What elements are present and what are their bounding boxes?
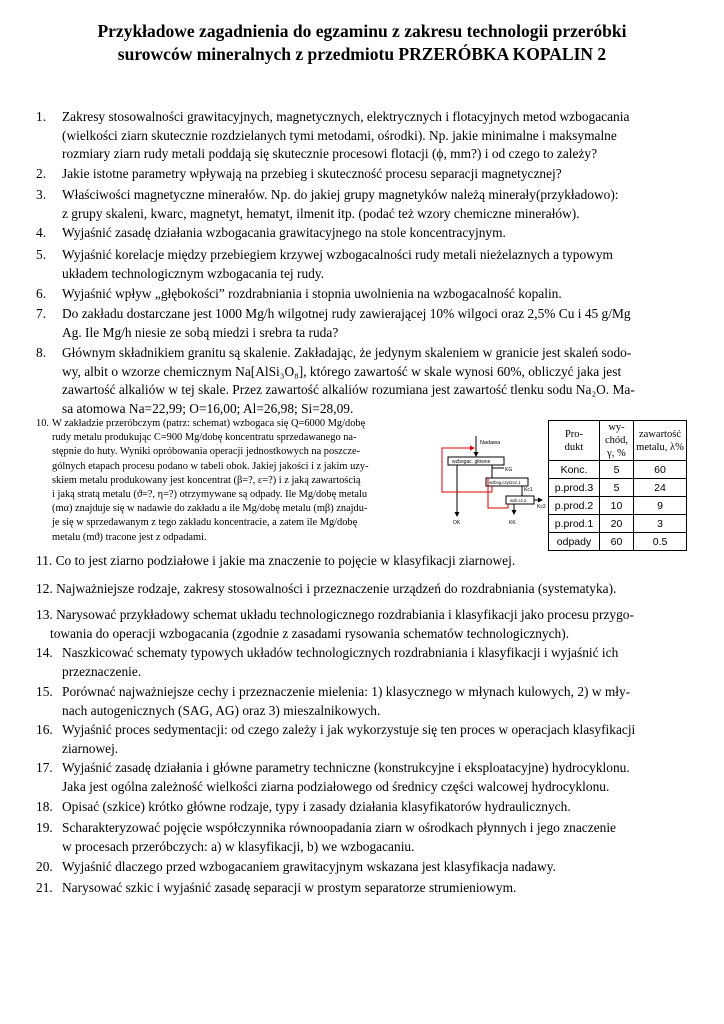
table-cell: 5 <box>600 479 634 497</box>
question-text-line: z grupy skaleni, kwarc, magnetyt, hematyt, ilmenit itp. (podać też wzory chemiczne minerałów). <box>62 205 580 221</box>
table-cell: 24 <box>634 479 687 497</box>
question-text-line: Wyjaśnić korelacje między przebiegiem krzywej wzbogacalności rudy metali nieżelaznych a typowym <box>62 247 613 262</box>
question-text-line: Jaka jest ogólna zależność wielkości ziarna podziałowego od średnicy części walcowej hydrocyklonu. <box>62 778 610 794</box>
table-cell: 60 <box>600 533 634 551</box>
question-text-line: Ag. Ile Mg/h niesie ze sobą miedzi i srebra ta ruda? <box>62 324 339 340</box>
question-text-line: i jaką stratą metalu (ϑ=?, η=?) otrzymywane są odpady. Ile Mg/dobę metalu <box>52 489 368 501</box>
question-number: 13. <box>36 607 53 622</box>
table-cell: p.prod.3 <box>549 479 600 497</box>
question-text-line: gólnych etapach procesu podano w tabeli obok. Jakiej jakości i z jakim uzy- <box>52 460 369 472</box>
question-text-line: Opisać (szkice) krótko główne rodzaje, typy i zasady działania klasyfikatorów hydraulicznych. <box>62 799 571 814</box>
question-17 <box>36 759 686 796</box>
question-3 <box>36 186 686 223</box>
question-8 <box>36 344 686 418</box>
question-text-line: W zakładzie przeróbczym (patrz: schemat) wzbogaca się Q=6000 Mg/dobę <box>52 418 366 429</box>
table-row <box>549 497 687 515</box>
question-number: 1. <box>36 109 47 124</box>
table-row <box>549 533 687 551</box>
question-text-line: skiem metalu produkowany jest koncentrat (β=?, ε=?) i z jaką zawartością <box>52 474 361 486</box>
title-line-1: Przykładowe zagadnienia do egzaminu z zakresu technologii przeróbki <box>97 21 627 41</box>
question-text-line: Do zakładu dostarczane jest 1000 Mg/h wilgotnej rudy zawierającej 10% wilgoci oraz 2,5% Cu i 45 g/Mg <box>62 306 631 321</box>
question-text-line: Wyjaśnić dlaczego przed wzbogacaniem grawitacyjnym wskazana jest klasyfikacja nadawy. <box>62 859 556 874</box>
kg-label: KG <box>505 467 513 473</box>
question-text-line: wy, albit o wzorze chemicznym Na[AlSi₃O₈], którego zawartość w skale wynosi 60%, obliczyć jaka jest <box>62 363 622 379</box>
question-21 <box>36 879 686 898</box>
question-text-line: sa atomowa Na=22,99; O=16,00; Al=26,98; Si=28,09. <box>62 400 354 416</box>
question-text-line: rozmiary ziarn rudy metali poddają się skutecznie procesowi flotacji (ϕ, mm?) i od czego to zależy? <box>62 146 598 162</box>
question-number: 4. <box>36 225 47 240</box>
table-row <box>549 479 687 497</box>
question-text-line: Wyjaśnić proces sedymentacji: od czego zależy i jak wykorzystuje się ten proces w operacjach klasyfikacji <box>62 722 636 737</box>
table-cell: 9 <box>634 497 687 515</box>
question-1 <box>36 108 686 164</box>
page-title <box>40 20 684 66</box>
question-15 <box>36 683 686 720</box>
table-cell: 5 <box>600 461 634 479</box>
question-text-line: Scharakteryzować pojęcie współczynnika równoopadania ziarn w ośrodkach płynnych i jego znaczenie <box>62 820 616 835</box>
question-7 <box>36 305 686 342</box>
table-row <box>549 515 687 533</box>
question-text-line: Najważniejsze rodzaje, zakresy stosowalności i przeznaczenie urządzeń do rozdrabniania (systematyka). <box>56 581 617 596</box>
question-12 <box>36 580 696 599</box>
title-line-2: surowców mineralnych z przedmiotu PRZERÓBKA KOPALIN 2 <box>117 44 607 64</box>
question-number: 6. <box>36 286 47 301</box>
table-header: zawartość metalu, λ% <box>634 421 687 461</box>
question-text-line: metalu (mϑ) tracone jest z odpadami. <box>52 531 207 543</box>
question-number: 5. <box>36 247 47 262</box>
question-text-line: Narysować szkic i wyjaśnić zasadę separacji w prostym separatorze strumieniowym. <box>62 880 517 895</box>
question-text-line: Narysować przykładowy schemat układu technologicznego rozdrabiania i klasyfikacji jako procesu przygo- <box>56 607 634 622</box>
question-number: 3. <box>36 187 47 202</box>
question-text-line: przeznaczenie. <box>62 663 142 679</box>
question-5 <box>36 246 686 283</box>
question-6 <box>36 285 686 304</box>
question-text-line: towania do operacji wzbogacania (zgodnie z zasadami rysowania schematów technologicznych). <box>50 625 570 641</box>
question-text-line: (mα) znajduje się w nadawie do zakładu a ile Mg/dobę metalu (mβ) znajdu- <box>52 503 368 515</box>
question-number: 18. <box>36 799 53 814</box>
table-cell: p.prod.1 <box>549 515 600 533</box>
question-19 <box>36 819 686 856</box>
ok-label: OK <box>453 520 461 526</box>
question-number: 17. <box>36 760 53 775</box>
question-text-line: Jakie istotne parametry wpływają na przebieg i skuteczność procesu separacji magnetycznej? <box>62 166 562 181</box>
question-13 <box>36 606 696 643</box>
table-header: wy- chód, γ, % <box>600 421 634 461</box>
feed-label: Nadawa <box>480 440 501 446</box>
question-text-line: stępnie do huty. Wyniki opróbowania operacji jednostkowych na poszcze- <box>52 446 361 458</box>
question-text-line: Wyjaśnić zasadę działania wzbogacania grawitacyjnego na stole koncentracyjnym. <box>62 225 506 240</box>
question-18 <box>36 798 686 817</box>
question-10 <box>36 417 428 545</box>
question-text-line: Wyjaśnić zasadę działania i główne parametry techniczne (konstrukcyjne i eksploatacyjne) hydrocyklonu. <box>62 760 630 775</box>
table-cell: 3 <box>634 515 687 533</box>
question-text-line: Głównym składnikiem granitu są skalenie. Zakładając, że jedynym skaleniem w granicie jest skaleń sodo- <box>62 345 632 360</box>
question-number: 10. <box>36 418 49 429</box>
table-cell: odpady <box>549 533 600 551</box>
table-row <box>549 461 687 479</box>
question-number: 12. <box>36 581 53 596</box>
question-2 <box>36 165 686 184</box>
stage-2-label: wzbog.czyszcz.1 <box>489 480 521 485</box>
question-text-line: Co to jest ziarno podziałowe i jakie ma znaczenie to pojęcie w klasyfikacji ziarnowej. <box>55 553 516 568</box>
question-16 <box>36 721 686 758</box>
question-11 <box>36 552 696 571</box>
question-text-line: (wielkości ziarn skutecznie rozdzielanych tymi metodami, ośrodki). Np. jakie minimalne i maksymalne <box>62 127 617 143</box>
table-cell: p.prod.2 <box>549 497 600 515</box>
question-14 <box>36 644 686 681</box>
question-20 <box>36 858 686 877</box>
stage-3-label: wzb.cz.2 <box>510 498 527 503</box>
question-number: 11. <box>36 553 53 568</box>
table-header: Pro- dukt <box>549 421 600 461</box>
question-text-line: Porównać najważniejsze cechy i przeznaczenie mielenia: 1) klasycznego w młynach kulowych, 2) w mły- <box>62 684 631 699</box>
product-table <box>548 420 687 551</box>
question-text-line: rudy metalu produkując C=900 Mg/dobę koncentratu sprzedawanego na- <box>52 432 357 444</box>
question-number: 19. <box>36 820 53 835</box>
question-number: 21. <box>36 880 53 895</box>
question-text-line: Właściwości magnetyczne minerałów. Np. do jakiej grupy magnetyków należą minerały(przykładowo): <box>62 187 619 202</box>
question-text-line: Zakresy stosowalności grawitacyjnych, magnetycznych, elektrycznych i flotacyjnych metod wzbogacania <box>62 109 630 124</box>
question-text-line: nach autogenicznych (SAG, AG) oraz 3) mieszalnikowych. <box>62 702 381 718</box>
question-number: 20. <box>36 859 53 874</box>
table-cell: 20 <box>600 515 634 533</box>
table-cell: 0.5 <box>634 533 687 551</box>
recycle-line <box>442 448 492 492</box>
question-text-line: Wyjaśnić wpływ „głębokości” rozdrabniania i stopnia uwolnienia na wzbogacalność kopalin. <box>62 286 562 301</box>
question-text-line: je się w sprzedawanym z tego zakładu koncentracie, a zatem ile Mg/dobę <box>52 517 358 529</box>
question-number: 2. <box>36 166 47 181</box>
question-number: 7. <box>36 306 47 321</box>
kc1-label: Kc1 <box>524 487 533 493</box>
table-cell: 10 <box>600 497 634 515</box>
table-cell: 60 <box>634 461 687 479</box>
table-cell: Konc. <box>549 461 600 479</box>
question-text-line: układem technologicznym wzbogacania tej rudy. <box>62 265 325 281</box>
question-number: 15. <box>36 684 53 699</box>
stage-1-label: wzbogac. główne <box>452 459 491 465</box>
question-text-line: w procesach przeróbczych: a) w klasyfikacji, b) we wzbogacaniu. <box>62 838 415 854</box>
question-4 <box>36 224 686 243</box>
question-text-line: Naszkicować schematy typowych układów technologicznych rozdrabniania i klasyfikacji i wyjaśnić ich <box>62 645 619 660</box>
question-text-line: ziarnowej. <box>62 740 119 756</box>
question-text-line: zawartość alkaliów w tej skale. Przez zawartość alkaliów rozumiana jest zawartość tlenku sodu Na₂O. Ma- <box>62 382 635 398</box>
process-flow-diagram <box>430 432 550 528</box>
kk-label: KK <box>509 520 516 526</box>
question-number: 8. <box>36 345 47 360</box>
question-number: 16. <box>36 722 53 737</box>
question-number: 14. <box>36 645 53 660</box>
kc2-label: Kc2 <box>537 504 546 510</box>
